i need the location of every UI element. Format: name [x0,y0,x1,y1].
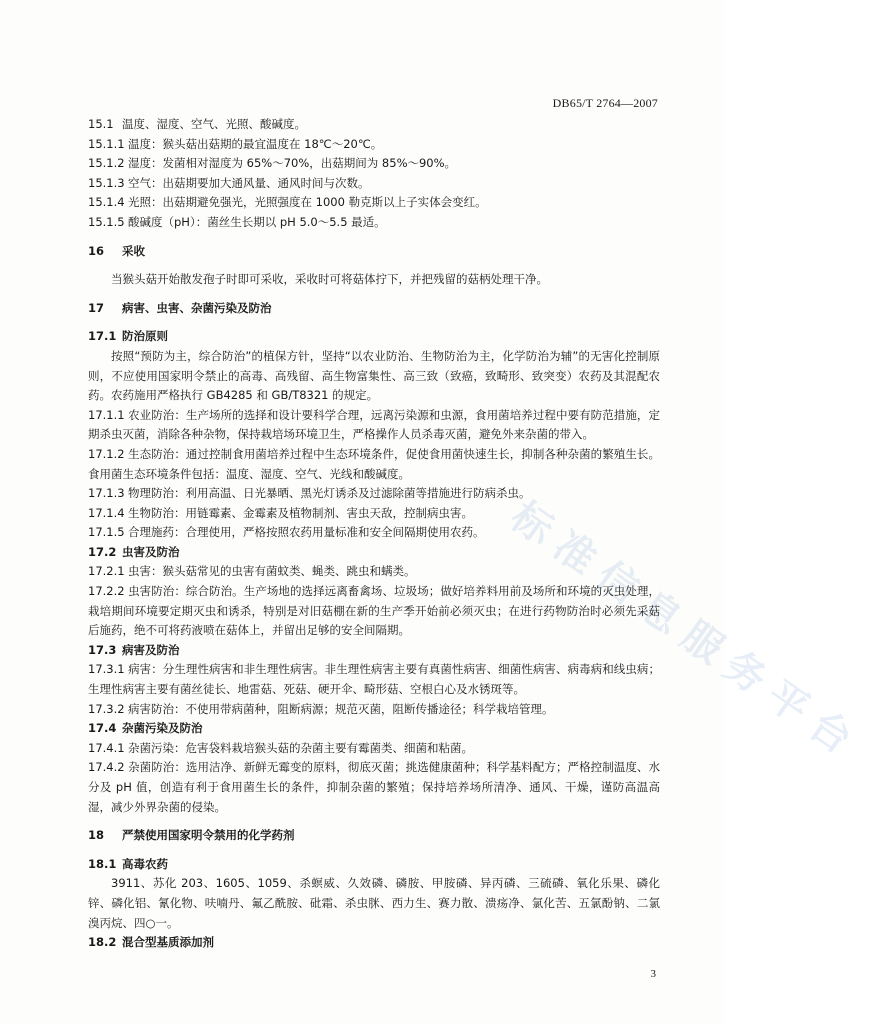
clause-number: 17.1.1 [88,407,125,422]
clause-text: 杂菌污染：危害袋料栽培猴头菇的杂菌主要有霉菌类、细菌和粘菌。 [128,740,473,755]
clause-number: 18.2 [88,935,117,950]
document-body [88,115,660,953]
clause-number: 17.3.2 [88,701,125,716]
clause-text: 农业防治：生产场所的选择和设计要科学合理，远离污染源和虫源，食用菌培养过程中要有防范措施，定期杀虫灭菌，消除各种杂物，保持栽培场环境卫生，严格操作人员杀毒灭菌，避免外来杂菌的带入。 [88,407,660,442]
clause-number: 15.1.4 [88,195,125,210]
clause-text: 物理防治：利用高温、日光暴晒、黑光灯诱杀及过滤除菌等措施进行防病杀虫。 [128,486,531,501]
clause-text: 温度：猴头菇出菇期的最宜温度在 18℃～20℃。 [128,136,383,151]
section-17-heading [88,299,660,319]
clause-17-3-1 [88,660,660,699]
clause-17-4-1 [88,739,660,759]
clause-number: 15.1 [88,117,114,131]
clause-number: 17.2.1 [88,564,125,579]
clause-number: 18.1 [88,856,117,871]
clause-15-1-5 [88,213,660,233]
clause-title: 高毒农药 [122,856,168,871]
clause-text: 温度、湿度、空气、光照、酸碱度。 [122,117,306,131]
clause-number: 17.1.3 [88,486,125,501]
clause-17-1-heading [88,327,660,347]
clause-text: 生态防治：通过控制食用菌培养过程中生态环境条件，促使食用菌快速生长，抑制各种杂菌的繁殖生长。食用菌生态环境条件包括：温度、湿度、空气、光线和酸碱度。 [88,446,660,481]
clause-title: 混合型基质添加剂 [122,935,214,950]
clause-text: 生物防治：用链霉素、金霉素及植物制剂、害虫天敌，控制病虫害。 [128,505,473,520]
section-16-text: 当猴头菇开始散发孢子时即可采收，采收时可将菇体拧下，并把残留的菇柄处理干净。 [111,272,548,287]
clause-number: 17.1.4 [88,505,125,520]
section-18-heading [88,826,660,846]
section-number: 18 [88,828,105,843]
clause-text: 病害防治：不使用带病菌种，阻断病源；规范灭菌，阻断传播途径；科学栽培管理。 [128,701,554,716]
clause-title: 防治原则 [122,329,168,344]
clause-number: 17.4 [88,721,117,736]
clause-17-4-heading [88,719,660,739]
clause-15-1-1 [88,135,660,155]
clause-number: 15.1.3 [88,175,125,190]
clause-17-2-1 [88,562,660,582]
section-16-heading [88,242,660,262]
clause-text: 湿度：发菌相对湿度为 65%～70%，出菇期间为 85%～90%。 [128,156,457,171]
clause-text: 虫害：猴头菇常见的虫害有菌蚊类、蝇类、跳虫和螨类。 [128,564,416,579]
clause-text: 空气：出菇期要加大通风量、通风时间与次数。 [128,175,370,190]
clause-17-2-2 [88,582,660,641]
clause-17-3-heading [88,641,660,661]
clause-text: 酸碱度（pH）：菌丝生长期以 pH 5.0～5.5 最适。 [128,214,386,229]
clause-text: 合理施药：合理使用，严格按照农药用量标准和安全间隔期使用农药。 [128,525,485,540]
standard-code: DB65/T 2764—2007 [552,96,658,110]
clause-title: 虫害及防治 [122,544,180,559]
clause-number: 17.1 [88,329,117,344]
clause-title: 病害及防治 [122,642,180,657]
clause-18-2-heading [88,933,660,953]
page-number: 3 [650,968,656,980]
clause-number: 15.1.1 [88,136,125,151]
clause-17-1-3 [88,484,660,504]
clause-number: 17.4.1 [88,740,125,755]
clause-text: 虫害防治：综合防治。生产场地的选择远离畜禽场、垃圾场；做好培养料用前及场所和环境的灭虫处理，栽培期间环境要定期灭虫和诱杀，特别是对旧菇棚在新的生产季开始前必须灭虫；在进行药物防治时必须先采菇后施药，绝不可将药液喷在菇体上，并留出足够的安全间隔期。 [88,584,660,638]
clause-number: 17.1.2 [88,446,125,461]
clause-17-2-heading [88,543,660,563]
clause-17-1-2 [88,445,660,484]
clause-17-1-4 [88,504,660,524]
watermark: 标准信息服务平台 [502,493,870,770]
section-title: 采收 [122,243,145,258]
clause-15-1-4 [88,193,660,213]
section-title: 严禁使用国家明令禁用的化学药剂 [122,828,295,843]
clause-17-1-5 [88,523,660,543]
clause-17-4-2 [88,758,660,817]
clause-text: 病害：分生理性病害和非生理性病害。非生理性病害主要有真菌性病害、细菌性病害、病毒病和线虫病；生理性病害主要有菌丝徒长、地雷菇、死菇、硬开伞、畸形菇、空根白心及水锈斑等。 [88,662,660,697]
clause-number: 17.2.2 [88,584,125,599]
clause-number: 17.4.2 [88,760,125,775]
clause-title: 杂菌污染及防治 [122,721,203,736]
clause-15-1 [88,115,660,135]
clause-15-1-3 [88,174,660,194]
clause-text: 杂菌防治：选用洁净、新鲜无霉变的原料，彻底灭菌；挑选健康菌种；科学基料配方；严格控制温度、水分及 pH 值，创造有利于食用菌生长的条件，抑制杂菌的繁殖；保持培养场所清净、通风、干燥，谨防高温高湿，减少外界杂菌的侵染。 [88,760,660,814]
clause-17-1-1 [88,406,660,445]
clause-number: 17.3.1 [88,662,125,677]
clause-18-1-heading [88,855,660,875]
clause-number: 15.1.2 [88,156,125,171]
clause-17-1-text: 按照“预防为主，综合防治”的植保方针，坚持“以农业防治、生物防治为主，化学防治为辅”的无害化控制原则，不应使用国家明令禁止的高毒、高残留、高生物富集性、高三致（致癌，致畸形、致突变）农药及其混配农药。农药施用严格执行 GB4285 和 GB/T8321 的规定。 [88,348,660,403]
section-title: 病害、虫害、杂菌污染及防治 [122,300,272,315]
section-number: 16 [88,243,105,258]
clause-15-1-2 [88,154,660,174]
clause-number: 17.1.5 [88,525,125,540]
clause-text: 光照：出菇期避免强光，光照强度在 1000 勒克斯以上子实体会变红。 [128,195,487,210]
clause-number: 17.3 [88,642,117,657]
clause-17-3-2 [88,700,660,720]
clause-18-1-text: 3911、苏化 203、1605、1059、杀螟威、久效磷、磷胺、甲胺磷、异丙磷、三硫磷、氧化乐果、磷化锌、磷化铝、氰化物、呋喃丹、氟乙酰胺、砒霜、杀虫脒、西力生、赛力散、溃疡净、氯化苦、五氯酚钠、二氯溴丙烷、四○一。 [88,876,660,930]
section-number: 17 [88,300,105,315]
clause-number: 15.1.5 [88,214,125,229]
clause-number: 17.2 [88,544,117,559]
